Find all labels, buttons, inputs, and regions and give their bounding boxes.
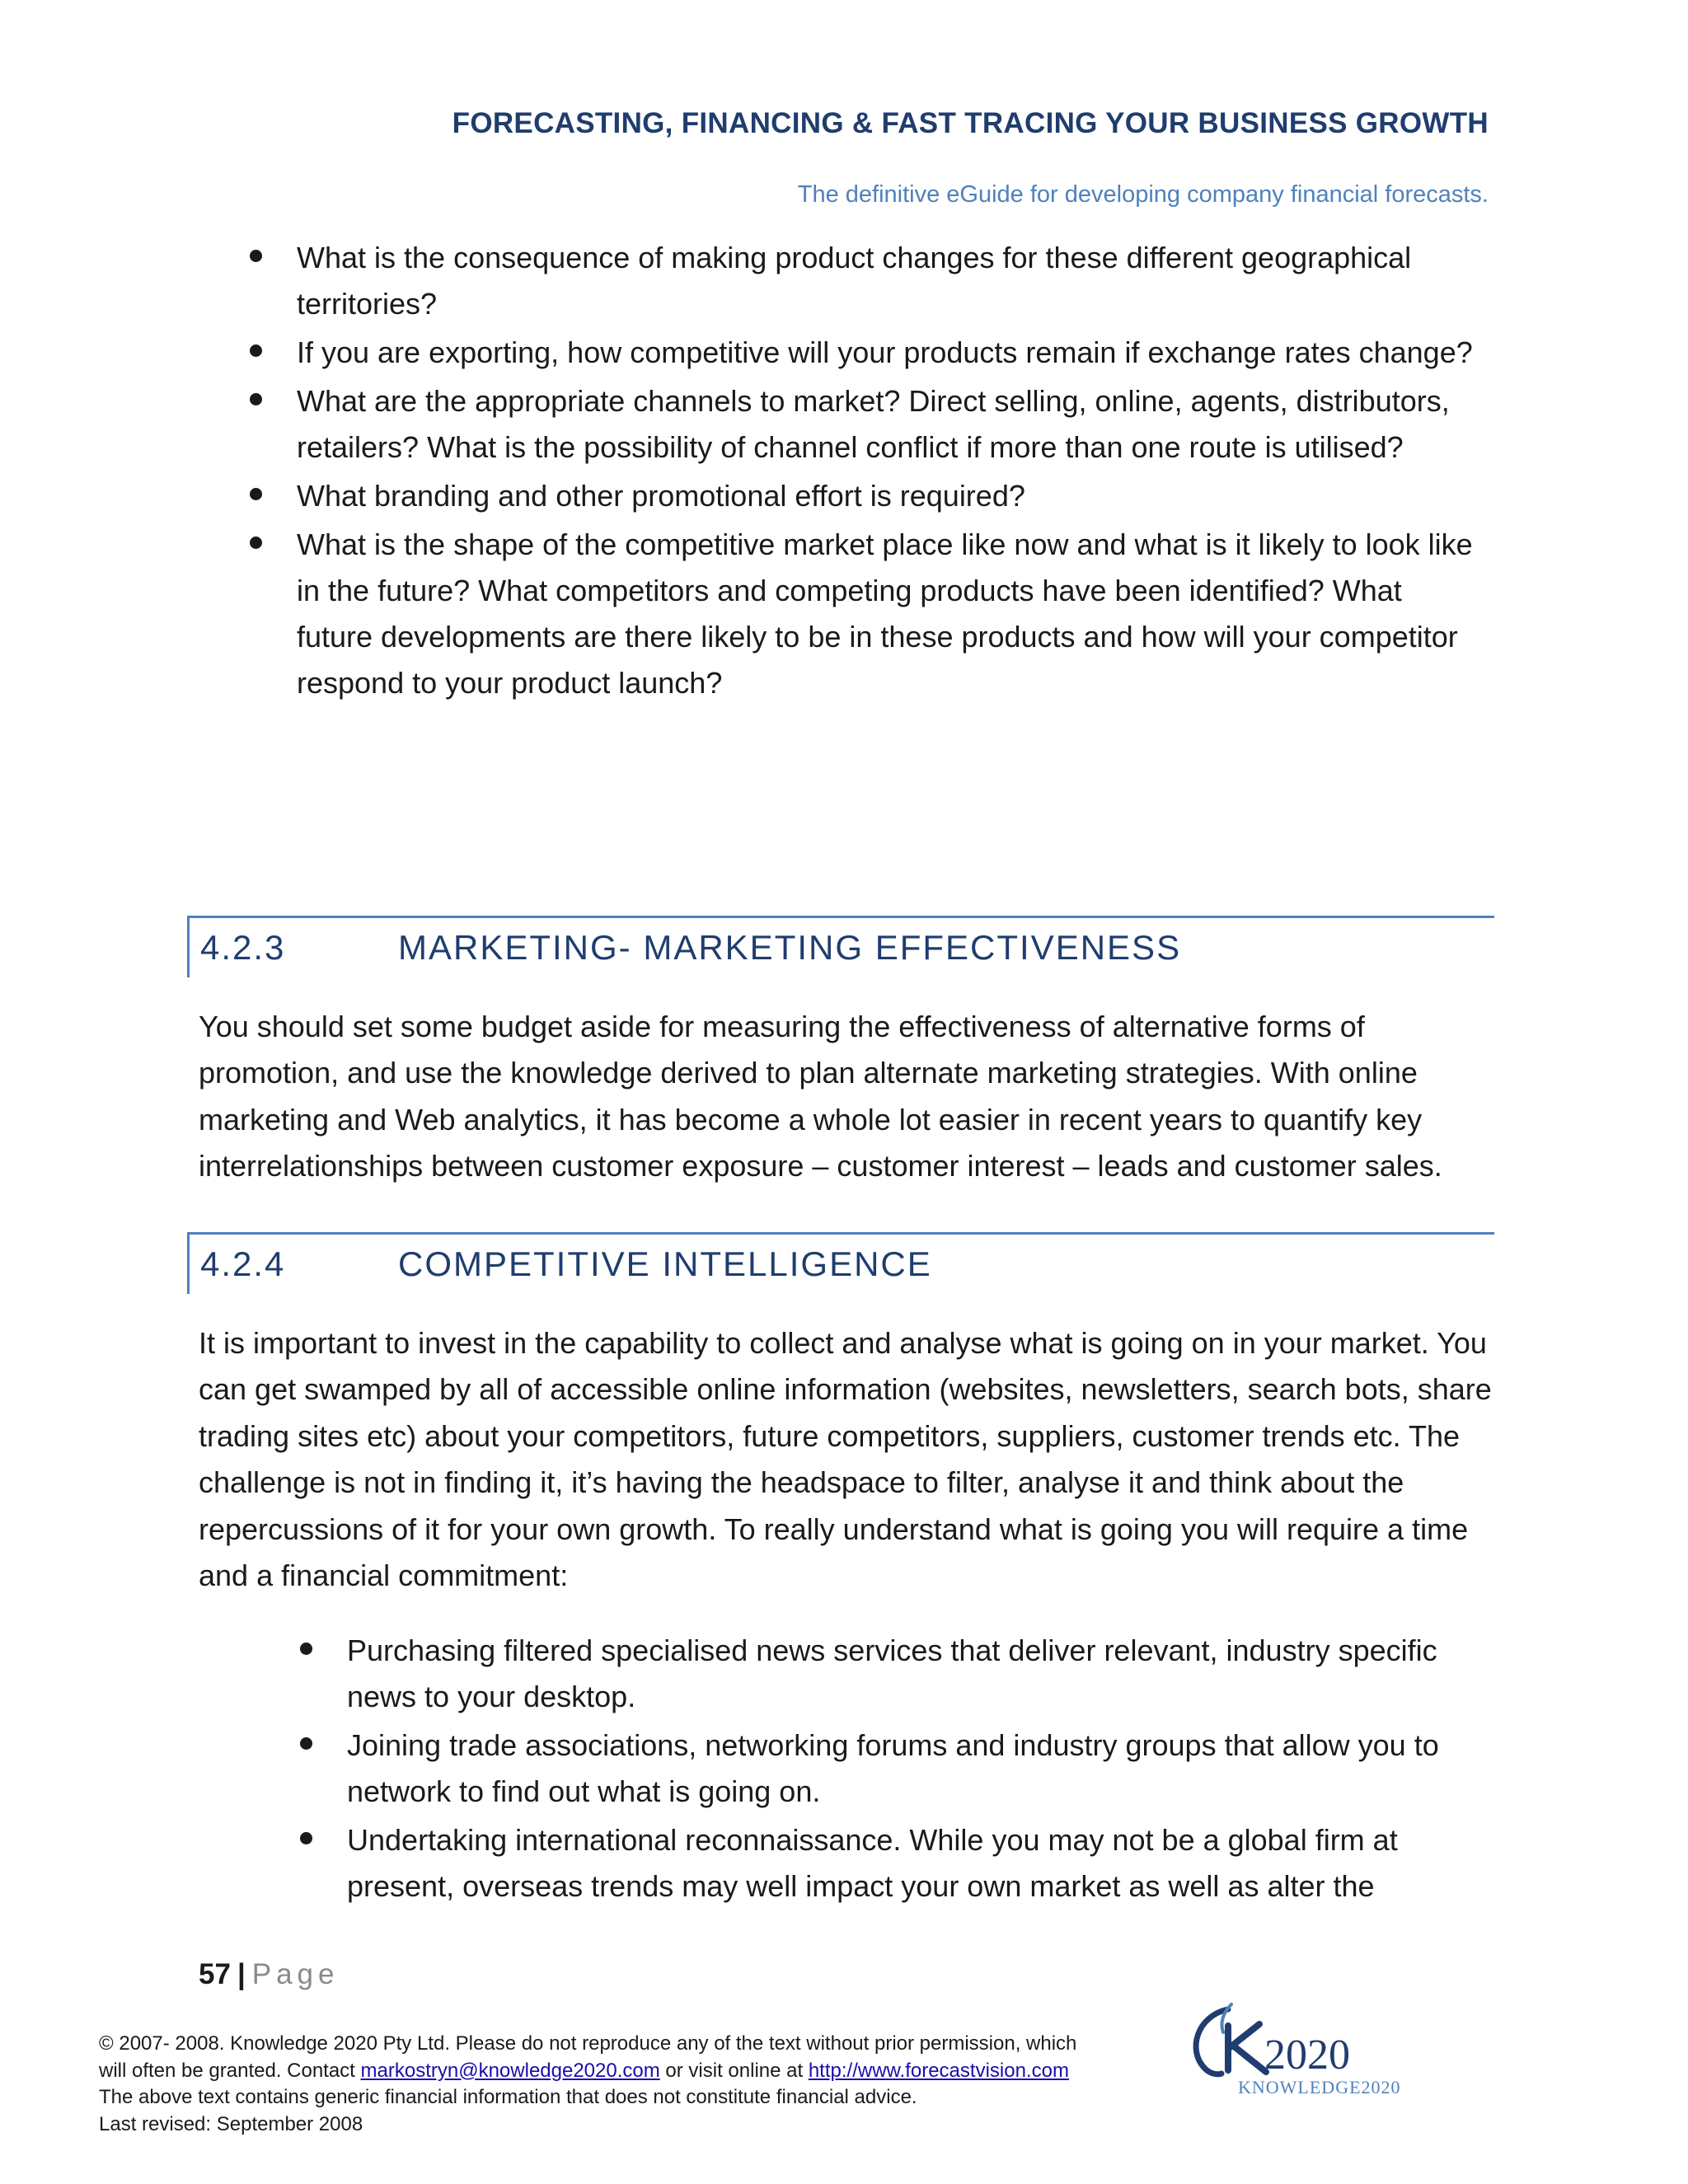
running-header-subtitle: The definitive eGuide for developing company financial forecasts. — [797, 181, 1489, 208]
bullet-icon — [250, 393, 262, 405]
page-number — [199, 1958, 339, 1991]
knowledge2020-logo-icon — [1180, 2001, 1428, 2100]
question-list — [247, 235, 1484, 709]
running-header-title: FORECASTING, FINANCING & FAST TRACING YOUR BUSINESS GROWTH — [452, 107, 1489, 139]
footer-copyright — [99, 2031, 1170, 2138]
footer-line: © 2007- 2008. Knowledge 2020 Pty Ltd. Please do not reproduce any of the text without prior permission, which — [99, 2032, 1077, 2055]
section-title: COMPETITIVE INTELLIGENCE — [398, 1244, 932, 1283]
website-link[interactable]: http://www.forecastvision.com — [808, 2059, 1069, 2082]
section-heading-4-2-4 — [187, 1232, 1494, 1294]
list-item: What is the consequence of making product changes for these different geographical territories? — [247, 235, 1484, 327]
bullet-icon — [250, 537, 262, 549]
section-number: 4.2.3 — [200, 928, 286, 967]
page-separator: | — [237, 1958, 246, 1990]
bullet-icon — [250, 344, 262, 357]
bullet-icon — [250, 488, 262, 500]
list-item: Joining trade associations, networking forums and industry groups that allow you to network to find out what is going on. — [298, 1722, 1493, 1815]
section-body-paragraph: You should set some budget aside for measuring the effectiveness of alternative forms of promotion, and use the knowledge derived to plan alternate marketing strategies. With online marketing and Web analytics, it has become a whole lot easier in recent years to quantify key interrelationships between customer exposure – customer interest – leads and customer sales. — [199, 1010, 1442, 1183]
list-item: What is the shape of the competitive market place like now and what is it likely to look like in the future? What competitors and competing products have been identified? What future developments are there likely to be in these products and how will your competitor respond to your product launch? — [247, 522, 1484, 706]
list-item: Undertaking international reconnaissance. While you may not be a global firm at present, overseas trends may well impact your own market as well as alter the — [298, 1817, 1493, 1910]
footer-line: will often be granted. Contact markostryn@knowledge2020.com or visit online at http://www.forecastvision.com — [99, 2059, 1069, 2082]
page-label: Page — [251, 1958, 340, 1990]
list-item: Purchasing filtered specialised news services that deliver relevant, industry specific news to your desktop. — [298, 1628, 1493, 1720]
list-item: If you are exporting, how competitive will your products remain if exchange rates change? — [247, 330, 1484, 376]
section-title: MARKETING- MARKETING EFFECTIVENESS — [398, 928, 1182, 967]
footer-line: Last revised: September 2008 — [99, 2112, 363, 2135]
logo-small-text: KNOWLEDGE2020 — [1238, 2077, 1401, 2097]
logo-big-text: 2020 — [1264, 2032, 1350, 2079]
list-item: What are the appropriate channels to market? Direct selling, online, agents, distributors, retailers? What is the possibility of channel conflict if more than one route is utilised? — [247, 378, 1484, 471]
page-number-value: 57 — [199, 1958, 231, 1990]
contact-email-link[interactable]: markostryn@knowledge2020.com — [360, 2059, 660, 2082]
footer-line: The above text contains generic financial information that does not constitute financial advice. — [99, 2086, 917, 2108]
bullet-icon — [250, 250, 262, 262]
bullet-icon — [300, 1737, 312, 1750]
list-item: What branding and other promotional effort is required? — [247, 473, 1484, 519]
bullet-icon — [300, 1643, 312, 1655]
section-heading-4-2-3 — [187, 916, 1494, 977]
section-number: 4.2.4 — [200, 1244, 286, 1283]
commitment-list — [298, 1628, 1493, 1912]
bullet-icon — [300, 1832, 312, 1844]
section-body-paragraph: It is important to invest in the capability to collect and analyse what is going on in your market. You can get swamped by all of accessible online information (websites, newsletters, search bots, share trading sites etc) about your competitors, future competitors, suppliers, customer trends etc. The challenge is not in finding it, it’s having the headspace to filter, analyse it and think about the repercussions of it for your own growth. To really understand what is going you will require a time and a financial commitment: — [199, 1326, 1492, 1593]
